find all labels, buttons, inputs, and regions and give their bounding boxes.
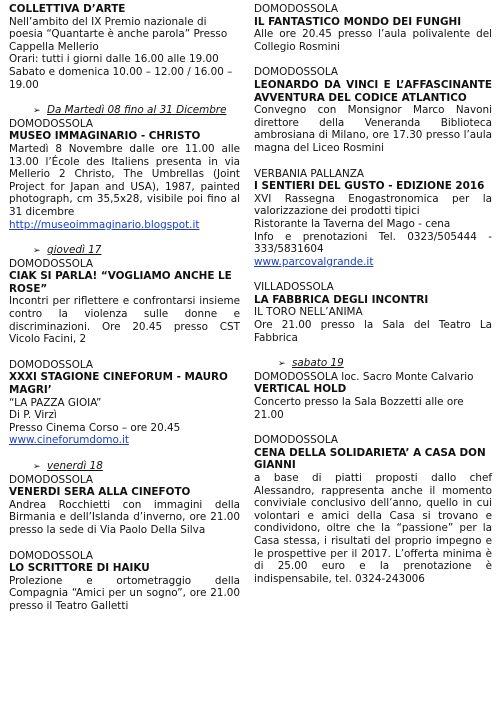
event-title: COLLETTIVA D’ARTE bbox=[9, 3, 126, 15]
event-city: DOMODOSSOLA loc. Sacro Monte Calvario bbox=[254, 370, 474, 383]
arrow-bullet-icon: ➢ bbox=[33, 246, 41, 257]
event-city: DOMODOSSOLA bbox=[9, 358, 94, 371]
date-heading: ➢ sabato 19 bbox=[278, 357, 344, 370]
event-city: DOMODOSSOLA bbox=[9, 257, 94, 270]
event-ciak bbox=[9, 258, 240, 346]
event-city: DOMODOSSOLA bbox=[254, 3, 339, 15]
event-museo bbox=[9, 118, 240, 231]
arrow-bullet-icon: ➢ bbox=[278, 359, 286, 370]
event-link[interactable]: www.parcovalgrande.it bbox=[254, 255, 374, 268]
event-leonardo bbox=[254, 66, 492, 154]
event-description: Convegno con Monsignor Marco Navoni direttore della Veneranda Biblioteca ambrosiana di Milano, ore 17.30 presso l’aula magna del Liceo Rosmini bbox=[254, 104, 492, 154]
date-heading: ➢ venerdì 18 bbox=[33, 460, 103, 472]
event-title: MUSEO IMMAGINARIO - CHRISTO bbox=[9, 130, 201, 143]
event-info: Info e prenotazioni Tel. 0323/505444 - 333/5831604 bbox=[254, 230, 492, 256]
event-description: Concerto presso la Sala Bozzetti alle ore 21.00 bbox=[254, 396, 464, 421]
event-title: LEONARDO DA VINCI E L’AFFASCINANTE AVVENTURA DEL CODICE ATLANTICO bbox=[254, 78, 492, 104]
event-title: VENERDI SERA ALLA CINEFOTO bbox=[9, 486, 191, 499]
event-description: a base di piatti proposti dallo chef Alessandro, rappresenta anche il momento conviviale conclusivo dell’anno, quello in cui volontari e amici della Casa si trovano e condividono, oltre che la “passione” per la Casa stessa, i risultati del proprio impegno e le prospettive per il 2017. L’offerta minima è di 25.00 euro e la prenotazione è indispensabile, tel. 0324-243006 bbox=[254, 472, 492, 585]
event-hours: Orari: tutti i giorni dalle 16.00 alle 19.00 bbox=[9, 53, 219, 66]
event-city: DOMODOSSOLA bbox=[9, 117, 94, 130]
event-collettiva bbox=[9, 3, 240, 91]
event-description: Martedì 8 Novembre dalle ore 11.00 alle 13.00 l’École des Italiens presenta in via Mellerio 2 Christo, The Umbrellas (Joint Project for Japan and USA), 1987, painted photograph, cm 35,5x28, visibile poi fino al 31 dicembre bbox=[9, 142, 240, 218]
event-description: Ore 21.00 presso la Sala del Teatro La Fabbrica bbox=[254, 319, 492, 344]
event-cinefoto bbox=[9, 474, 240, 537]
event-restaurant: Ristorante la Taverna del Mago - cena bbox=[254, 217, 451, 230]
event-title: LA FABBRICA DEGLI INCONTRI bbox=[254, 293, 429, 306]
event-city: DOMODOSSOLA bbox=[254, 434, 339, 447]
event-city: DOMODOSSOLA bbox=[9, 473, 94, 486]
event-link[interactable]: www.cineforumdomo.it bbox=[9, 434, 129, 447]
event-title: XXXI STAGIONE CINEFORUM - MAURO MAGRI’ bbox=[9, 371, 228, 397]
event-city: DOMODOSSOLA bbox=[254, 66, 339, 79]
event-title: CIAK SI PARLA! “VOGLIAMO ANCHE LE ROSE” bbox=[9, 270, 232, 295]
left-column bbox=[9, 0, 240, 626]
event-vertical bbox=[254, 371, 492, 421]
event-title: VERTICAL HOLD bbox=[254, 383, 347, 396]
event-gusto bbox=[254, 168, 492, 269]
event-city: VERBANIA PALLANZA bbox=[254, 167, 365, 180]
arrow-bullet-icon: ➢ bbox=[33, 106, 41, 117]
event-place: Presso Cinema Corso – ore 20.45 bbox=[9, 421, 181, 434]
event-haiku bbox=[9, 550, 240, 613]
event-director: Di P. Virzì bbox=[9, 409, 57, 422]
date-heading: ➢ Da Martedì 08 fino al 31 Dicembre bbox=[33, 104, 227, 117]
event-film: “LA PAZZA GIOIA” bbox=[9, 396, 102, 409]
event-funghi bbox=[254, 3, 492, 53]
event-title: CENA DELLA SOLIDARIETA’ A CASA DON GIANNI bbox=[254, 446, 486, 472]
event-description: Incontri per riflettere e confrontarsi insieme contro la violenza sulle donne e discriminazioni. Ore 20.45 presso CST Vicolo Facini, 2 bbox=[9, 295, 240, 346]
event-title: LO SCRITTORE DI HAIKU bbox=[9, 562, 150, 575]
date-heading: ➢ giovedì 17 bbox=[33, 244, 102, 257]
event-hours-weekend: Sabato e domenica 10.00 – 12.00 / 16.00 – 19.00 bbox=[9, 65, 233, 91]
event-description: Nell’ambito del IX Premio nazionale di poesia “Quantarte è anche parola” Presso Cappella Mellerio bbox=[9, 15, 228, 53]
event-cineforum bbox=[9, 359, 240, 447]
event-link[interactable]: http://museoimmaginario.blogspot.it bbox=[9, 218, 200, 231]
arrow-bullet-icon: ➢ bbox=[33, 462, 41, 472]
event-description: Alle ore 20.45 presso l’aula polivalente del Collegio Rosmini bbox=[254, 28, 492, 53]
event-description: Prolezione e ortometraggio della Compagnia “Amici per un sogno”, ore 21.00 presso il Teatro Galletti bbox=[9, 574, 240, 612]
event-title: IL FANTASTICO MONDO DEI FUNGHI bbox=[254, 15, 462, 28]
event-city: VILLADOSSOLA bbox=[254, 281, 334, 294]
event-subtitle: IL TORO NELL’ANIMA bbox=[254, 306, 363, 319]
event-description: Andrea Rocchietti con immagini della Birmania e dell’Islanda d’inverno, ore 21.00 presso la sede di Via Paolo Della Silva bbox=[9, 498, 240, 536]
event-fabbrica bbox=[254, 281, 492, 344]
event-title: I SENTIERI DEL GUSTO - EDIZIONE 2016 bbox=[254, 180, 485, 193]
right-column bbox=[254, 0, 492, 598]
event-cena bbox=[254, 434, 492, 585]
event-city: DOMODOSSOLA bbox=[9, 549, 94, 562]
event-description: XVI Rassegna Enogastronomica per la valorizzazione dei prodotti tipici bbox=[254, 192, 492, 218]
